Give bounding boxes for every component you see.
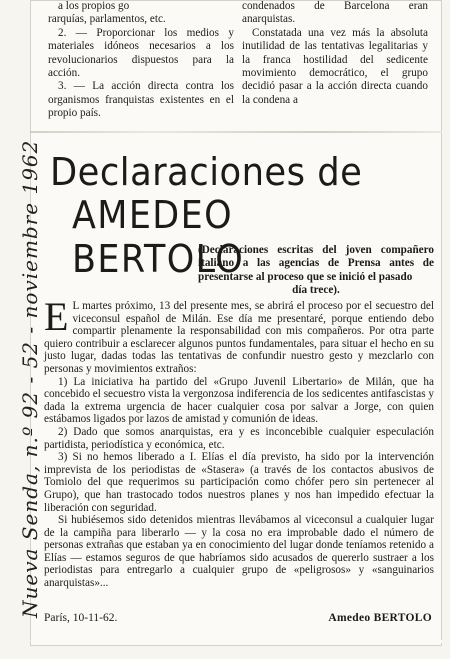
left-column-item: 2. — Proporcionar los medios y materiales idóneos necesarios a los revolucionarios dispuestos para la acción. (48, 26, 234, 80)
handwritten-margin-note (4, 18, 42, 618)
article-body (44, 294, 434, 590)
body-paragraph: 1) La iniciativa ha partido del «Grupo Juvenil Libertario» de Milán, que ha concebido el secuestro vista la vergonzosa indiferencia de los sedicentes antifascistas y dada la extrema urgencia de hacer cualquier cosa por salvar a Jorge, con quien estábamos ligados por lazos de amistad y comunión de ideas. (44, 375, 434, 426)
author-signature: Amedeo BERTOLO (328, 612, 432, 624)
body-paragraph (44, 294, 434, 376)
intro-text: (Declaraciones escritas del joven compañero italiano a las agencias de Prensa antes de presentarse al proceso que se inició el pasado (198, 244, 434, 283)
body-paragraph-text: L martes próximo, 13 del presente mes, se abrirá el proceso por el secuestro del viceconsul español de Milán. Ese día me presentaré, porque entiendo debo compartir plenamente la responsabilidad con mis compañeros. Por otra parte quiero contribuir a esclarecer algunos puntos fundamentales, para situar el hecho en su justo lugar, dadas todas las tentativas de confundir nuestro gesto y mezclarlo con personas y movimientos extraños: (44, 300, 434, 375)
headline-line-2: AMEDEO BERTOLO (72, 193, 245, 281)
fold-crease (30, 131, 442, 133)
signature-row (44, 612, 432, 624)
right-column (242, 0, 428, 128)
intro-last-line: día trece). (292, 284, 340, 297)
headline-line-1: Declaraciones de (50, 150, 363, 194)
torn-edge (30, 640, 442, 652)
body-paragraph: 3) Si no hemos liberado a I. Elías el día previsto, ha sido por la intervención imprevista de los periodistas de «Stasera» (a través de los contactos abusivos de Tomiolo del que requerimos su participación como chófer pero sin pertenecer al Grupo), que han trastocado todos nuestros planes y nos han impedido efectuar la liberación con seguridad. (44, 451, 434, 514)
left-column (48, 0, 234, 128)
left-column-line: a los propios go (58, 0, 130, 12)
right-column-paragraph: Constatada una vez más la absoluta inutilidad de las tentativas legalitarias y la franca hostilidad del sedicente movimiento democrático, el grupo decidió pasar a la acción directa cuando la condena a (242, 26, 428, 106)
handwritten-note-text: Nueva Senda, n.º 92 - 52 - noviembre 1962 (18, 139, 42, 618)
body-paragraph: Si hubiésemos sido detenidos mientras llevábamos al viceconsul a cualquier lugar de la campiña para liberarlo — y la cosa no era improbable dado el número de personas extrañas que estaban ya en conocimiento del lugar donde teníamos retenido a Elías — estamos seguros de que habríamos sido acusados de quererlo sustraer a los periodistas para entregarlo a cualquier grupo de «peligrosos» y «sanguinarios anarquistas»... (44, 514, 434, 590)
right-column-line: condenados de Barcelona eran anarquistas. (242, 0, 428, 26)
previous-article-columns (48, 0, 428, 128)
intro-note (198, 244, 434, 298)
drop-cap: E (44, 294, 69, 339)
left-column-item: 3. — La acción directa contra los organismos franquistas existentes en el propio país. (48, 80, 234, 120)
body-paragraph: 2) Dado que somos anarquistas, era y es inconcebible cualquier especulación partidista, periodística y económica, etc. (44, 425, 434, 451)
left-column-line: rarquías, parlamentos, etc. (48, 13, 166, 26)
place-date: París, 10-11-62. (44, 612, 118, 624)
